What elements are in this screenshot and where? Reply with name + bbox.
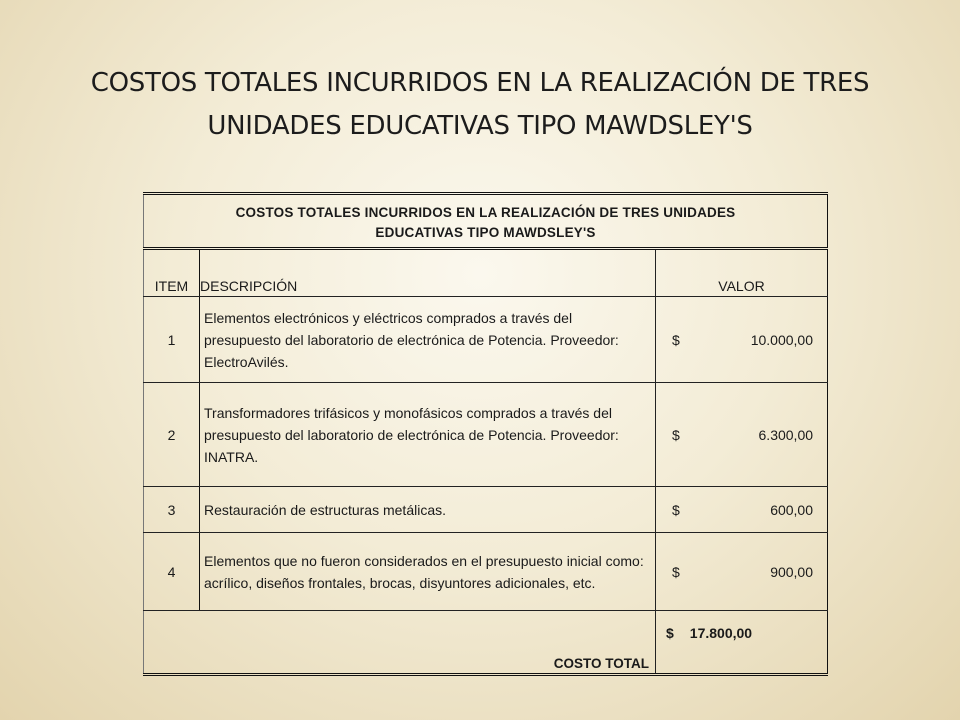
slide-title-line-2: UNIDADES EDUCATIVAS TIPO MAWDSLEY'S — [207, 111, 753, 141]
row-value — [656, 487, 828, 533]
row-description: Transformadores trifásicos y monofásicos comprados a través del presupuesto del laboratorio de electrónica de Potencia. Proveedor: INATRA. — [200, 383, 656, 487]
row-amount: 600,00 — [770, 501, 814, 518]
row-value — [656, 533, 828, 611]
row-item: 1 — [144, 297, 200, 383]
row-amount: 6.300,00 — [758, 426, 814, 443]
total-label: COSTO TOTAL — [144, 611, 656, 675]
row-currency: $ — [672, 501, 680, 518]
row-item: 3 — [144, 487, 200, 533]
row-currency: $ — [672, 331, 680, 348]
table-row — [144, 533, 828, 611]
table-heading — [144, 194, 828, 249]
total-amount: 17.800,00 — [689, 625, 753, 641]
column-header-item: ITEM — [144, 249, 200, 297]
row-currency: $ — [672, 563, 680, 580]
slide-title — [40, 62, 920, 148]
row-value — [656, 297, 828, 383]
row-currency: $ — [672, 426, 680, 443]
total-row — [144, 611, 828, 675]
table-row — [144, 383, 828, 487]
table-heading-line-2: EDUCATIVAS TIPO MAWDSLEY'S — [375, 225, 596, 240]
table-heading-row — [144, 194, 828, 249]
table-row — [144, 487, 828, 533]
row-item: 2 — [144, 383, 200, 487]
cost-table — [143, 192, 828, 676]
row-amount: 10.000,00 — [750, 331, 814, 348]
total-value — [656, 611, 828, 675]
row-value — [656, 383, 828, 487]
table-heading-line-1: COSTOS TOTALES INCURRIDOS EN LA REALIZACIÓN DE TRES UNIDADES — [235, 205, 736, 220]
column-header-description: DESCRIPCIÓN — [200, 249, 656, 297]
row-description: Restauración de estructuras metálicas. — [200, 487, 656, 533]
table-row — [144, 297, 828, 383]
total-currency: $ — [666, 625, 674, 641]
column-header-row — [144, 249, 828, 297]
slide-title-line-1: COSTOS TOTALES INCURRIDOS EN LA REALIZACIÓN DE TRES — [90, 68, 870, 98]
row-description: Elementos que no fueron considerados en el presupuesto inicial como: acrílico, diseños frontales, brocas, disyuntores adicionales, etc. — [200, 533, 656, 611]
row-amount: 900,00 — [770, 563, 814, 580]
row-item: 4 — [144, 533, 200, 611]
column-header-value: VALOR — [656, 249, 828, 297]
row-description: Elementos electrónicos y eléctricos comprados a través del presupuesto del laboratorio de electrónica de Potencia. Proveedor: ElectroAvilés. — [200, 297, 656, 383]
